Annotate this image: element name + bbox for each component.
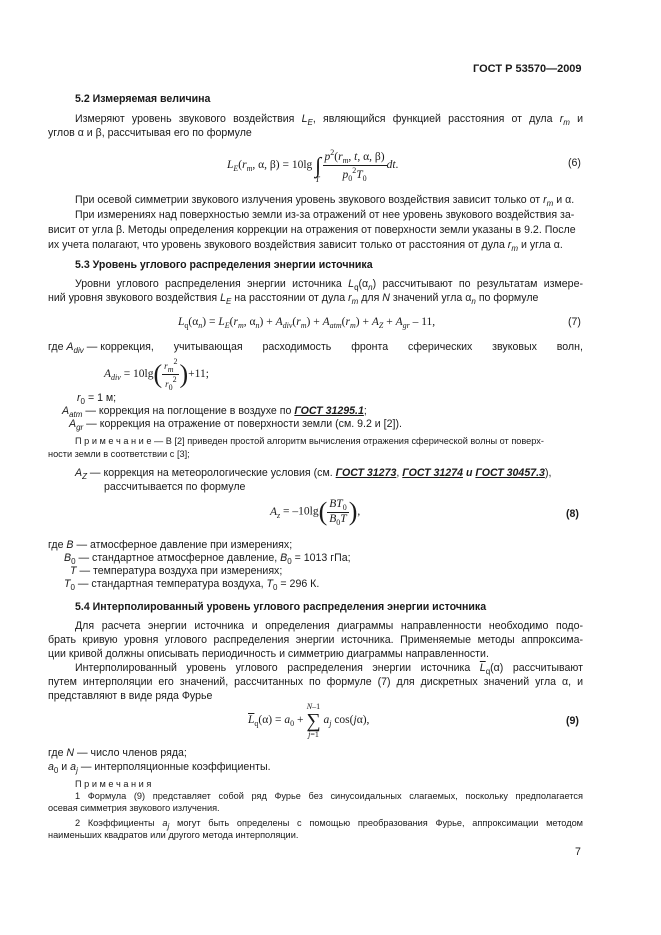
s53-paragraph-line1: Уровни углового распределения энергии источника $L_q(\alpha_n)$ рассчитывают по результатам измере-	[75, 278, 583, 292]
where-b0: $B_0$ — стандартное атмосферное давление, $B_0 = 1013$ гПа;	[64, 552, 351, 566]
s52-paragraph-line1: Измеряют уровень звукового воздействия $L_E$, являющийся функцией расстояния от дула $r_m$ и	[75, 113, 583, 127]
s53-note-line2: ности земли в соответствии с [3];	[48, 449, 190, 459]
page-number: 7	[575, 846, 581, 858]
s52-paragraph-3-line2: висит от угла β. Методы определения коррекции на отражения от поверхности земли указаны в 9.2. После	[48, 224, 576, 236]
where-agr: $A_{gr}$ — коррекция на отражение от поверхности земли (см. 9.2 и [2]).	[69, 418, 402, 432]
where-t0: $T_0$ — стандартная температура воздуха, $T_0 = 296$ К.	[64, 578, 320, 592]
s53-paragraph-line2: ний уровня звукового воздействия $L_E$ на расстоянии от дула $r_m$ для N значений угла $\alpha_n$ по формуле	[48, 292, 539, 306]
s53-note-line1: П р и м е ч а н и е — В [2] приведен простой алгоритм вычисления отражения сферической волны от поверх-	[75, 436, 544, 446]
s54-paragraph-line6: представляют в виде ряда Фурье	[48, 690, 213, 702]
equation-7: $L_q(\alpha_n) = L_E(r_m$, $\alpha_n) + A_{div}(r_m) + A_{atm}(r_m) + A_Z + A_{gr} - 11$,	[178, 316, 436, 330]
where-b: где B — атмосферное давление при измерениях;	[48, 539, 293, 551]
s54-notes-label: П р и м е ч а н и я	[75, 779, 152, 789]
s54-note2-line2: наименьших квадратов или другого метода интерполяции.	[48, 830, 299, 840]
where-az-line2: рассчитывается по формуле	[104, 481, 246, 493]
equation-9-number: (9)	[566, 715, 579, 727]
s54-paragraph-line3: ции кривой должны описывать периодичность и симметрию диаграммы направленности.	[48, 648, 489, 660]
where-az-line1: $A_Z$ — коррекция на метеорологические условия (см. ГОСТ 31273, ГОСТ 31274 и ГОСТ 30457.3),	[75, 467, 552, 481]
s54-paragraph-line2: брать кривую уровня углового распределения энергии источника. Применяемые методы аппроксима-	[48, 634, 583, 646]
link-gost-31273[interactable]: ГОСТ 31273	[335, 467, 397, 479]
where-n: где N — число членов ряда;	[48, 747, 187, 759]
s54-paragraph-line1: Для расчета энергии источника и определения диаграммы направленности необходимо подо-	[75, 620, 583, 632]
s52-paragraph-3-line1: При измерениях над поверхностью земли из-за отражений от нее уровень звукового воздействия за-	[75, 209, 575, 221]
s54-paragraph-line4: Интерполированный уровень углового распределения энергии источника $\overline{L}_q(\alpha)$ рассчитывают	[75, 662, 583, 676]
section-5-2-title: 5.2 Измеряемая величина	[75, 93, 211, 105]
section-5-4-title: 5.4 Интерполированный уровень углового распределения энергии источника	[75, 601, 487, 613]
where-t: T — температура воздуха при измерениях;	[70, 565, 283, 577]
where-aatm: $A_{atm}$ — коррекция на поглощение в воздухе по ГОСТ 31295.1;	[62, 405, 367, 419]
s54-note2-line1: 2 Коэффициенты aj могут быть определены с помощью преобразования Фурье, аппроксимации методом	[75, 818, 583, 831]
link-gost-30457-3[interactable]: ГОСТ 30457.3	[475, 467, 545, 479]
equation-6: $L_E(r_m$, α, β) = 10lg $\int_T$ $\frac{p^2(r_m, t, \alpha, \beta)}{p_0^2T_0}$ dt.	[227, 148, 399, 185]
where-adiv-line: где $A_{div}$ — коррекция, учитывающая расходимость фронта сферических звуковых волн,	[48, 341, 583, 355]
section-5-3-title: 5.3 Уровень углового распределения энергии источника	[75, 259, 373, 271]
equation-adiv: $A_{div} = 10\lg$( $\frac{rm2}{r02}$ )+11;	[104, 357, 209, 392]
equation-7-number: (7)	[568, 316, 581, 328]
link-gost-31295-1[interactable]: ГОСТ 31295.1	[294, 405, 364, 417]
equation-8: $A_z = -10\lg$( $\frac{BT_0}{B_0T}$ ),	[270, 497, 361, 527]
equation-6-number: (6)	[568, 157, 581, 169]
s54-note1-line1: 1 Формула (9) представляет собой ряд Фурье без синусоидальных слагаемых, поскольку предполагается	[75, 791, 583, 801]
s52-paragraph-2: При осевой симметрии звукового излучения уровень звукового воздействия зависит только от $r_m$ и α.	[75, 194, 575, 208]
where-r0: $r_0 = 1$ м;	[77, 392, 117, 406]
document-code: ГОСТ Р 53570—2009	[473, 63, 582, 75]
s52-paragraph-line2: углов α и β, рассчитывая его по формуле	[48, 127, 252, 139]
equation-8-number: (8)	[566, 508, 579, 520]
s54-paragraph-line5: путем интерполяции его значений, рассчитанных по формуле (7) для дискретных значений угла α, и	[48, 676, 583, 688]
s54-note1-line2: осевая симметрия звукового излучения.	[48, 803, 220, 813]
equation-9: $\overline{L}_q(\alpha) = a_0$ + N–1 ∑ j=1 $a_j$ cos(jα),	[248, 702, 370, 739]
link-gost-31274[interactable]: ГОСТ 31274	[402, 467, 463, 479]
where-aj: $a_0$ и $a_j$ — интерполяционные коэффициенты.	[48, 761, 271, 775]
s52-paragraph-3-line3: их учета полагают, что уровень звукового воздействия зависит только от расстояния от дула $r_m$ и угла α.	[48, 239, 563, 253]
